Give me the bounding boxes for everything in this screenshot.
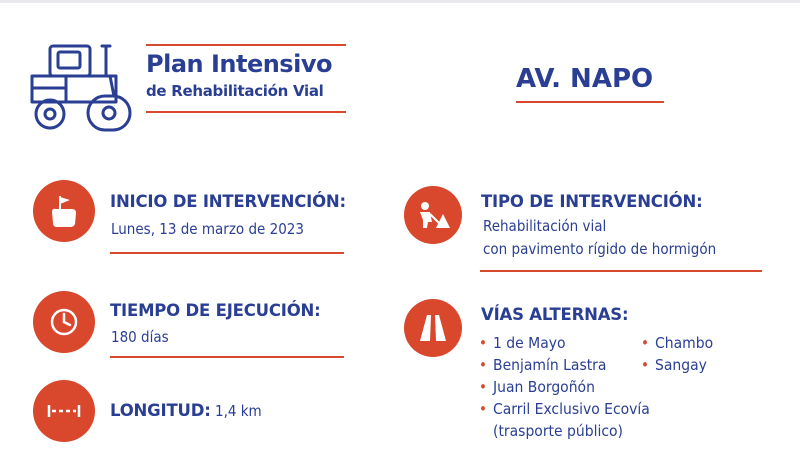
list-item: • Carril Exclusivo Ecovía bbox=[479, 400, 650, 418]
street-underline bbox=[516, 101, 664, 103]
longitud-value: 1,4 km bbox=[215, 402, 262, 420]
tipo-value-line2: con pavimento rígido de hormigón bbox=[483, 240, 717, 258]
list-item: • Sangay bbox=[641, 356, 707, 374]
tipo-heading: TIPO DE INTERVENCIÓN: bbox=[481, 192, 703, 211]
tiempo-value: 180 días bbox=[111, 328, 169, 346]
plan-title-rule-top bbox=[146, 44, 346, 46]
inicio-rule bbox=[110, 252, 344, 254]
list-item: • Juan Borgoñón bbox=[479, 378, 595, 396]
tipo-rule bbox=[480, 270, 762, 272]
longitud-heading: LONGITUD: bbox=[110, 401, 211, 420]
list-item: • 1 de Mayo bbox=[479, 334, 566, 352]
plan-subtitle: de Rehabilitación Vial bbox=[146, 82, 324, 100]
inicio-heading: INICIO DE INTERVENCIÓN: bbox=[110, 192, 346, 211]
road-icon bbox=[418, 313, 448, 343]
road-worker-icon bbox=[416, 200, 450, 230]
plan-title-rule-bottom bbox=[146, 111, 346, 113]
street-name: AV. NAPO bbox=[516, 64, 654, 94]
tipo-icon-circle bbox=[404, 186, 462, 244]
tiempo-heading: TIEMPO DE EJECUCIÓN: bbox=[110, 301, 321, 320]
tiempo-icon-circle bbox=[33, 291, 95, 353]
inicio-icon-circle bbox=[33, 180, 95, 242]
ruler-icon bbox=[47, 403, 81, 419]
plan-title: Plan Intensivo bbox=[146, 50, 332, 78]
clock-icon bbox=[49, 307, 79, 337]
vias-list-col1 bbox=[479, 332, 650, 442]
inicio-value: Lunes, 13 de marzo de 2023 bbox=[111, 220, 304, 238]
vias-icon-circle bbox=[404, 299, 462, 357]
longitud-icon-circle bbox=[33, 380, 95, 442]
list-item: • Benjamín Lastra bbox=[479, 356, 607, 374]
road-roller-icon bbox=[26, 40, 134, 136]
vias-heading: VÍAS ALTERNAS: bbox=[481, 305, 629, 324]
hand-flag-icon bbox=[48, 194, 80, 228]
list-item-continuation: (trasporte público) bbox=[493, 422, 623, 440]
tipo-value-line1: Rehabilitación vial bbox=[483, 217, 607, 235]
vias-list-col2 bbox=[641, 332, 713, 376]
tiempo-rule bbox=[110, 356, 344, 358]
top-border bbox=[0, 0, 800, 3]
list-item: • Chambo bbox=[641, 334, 714, 352]
